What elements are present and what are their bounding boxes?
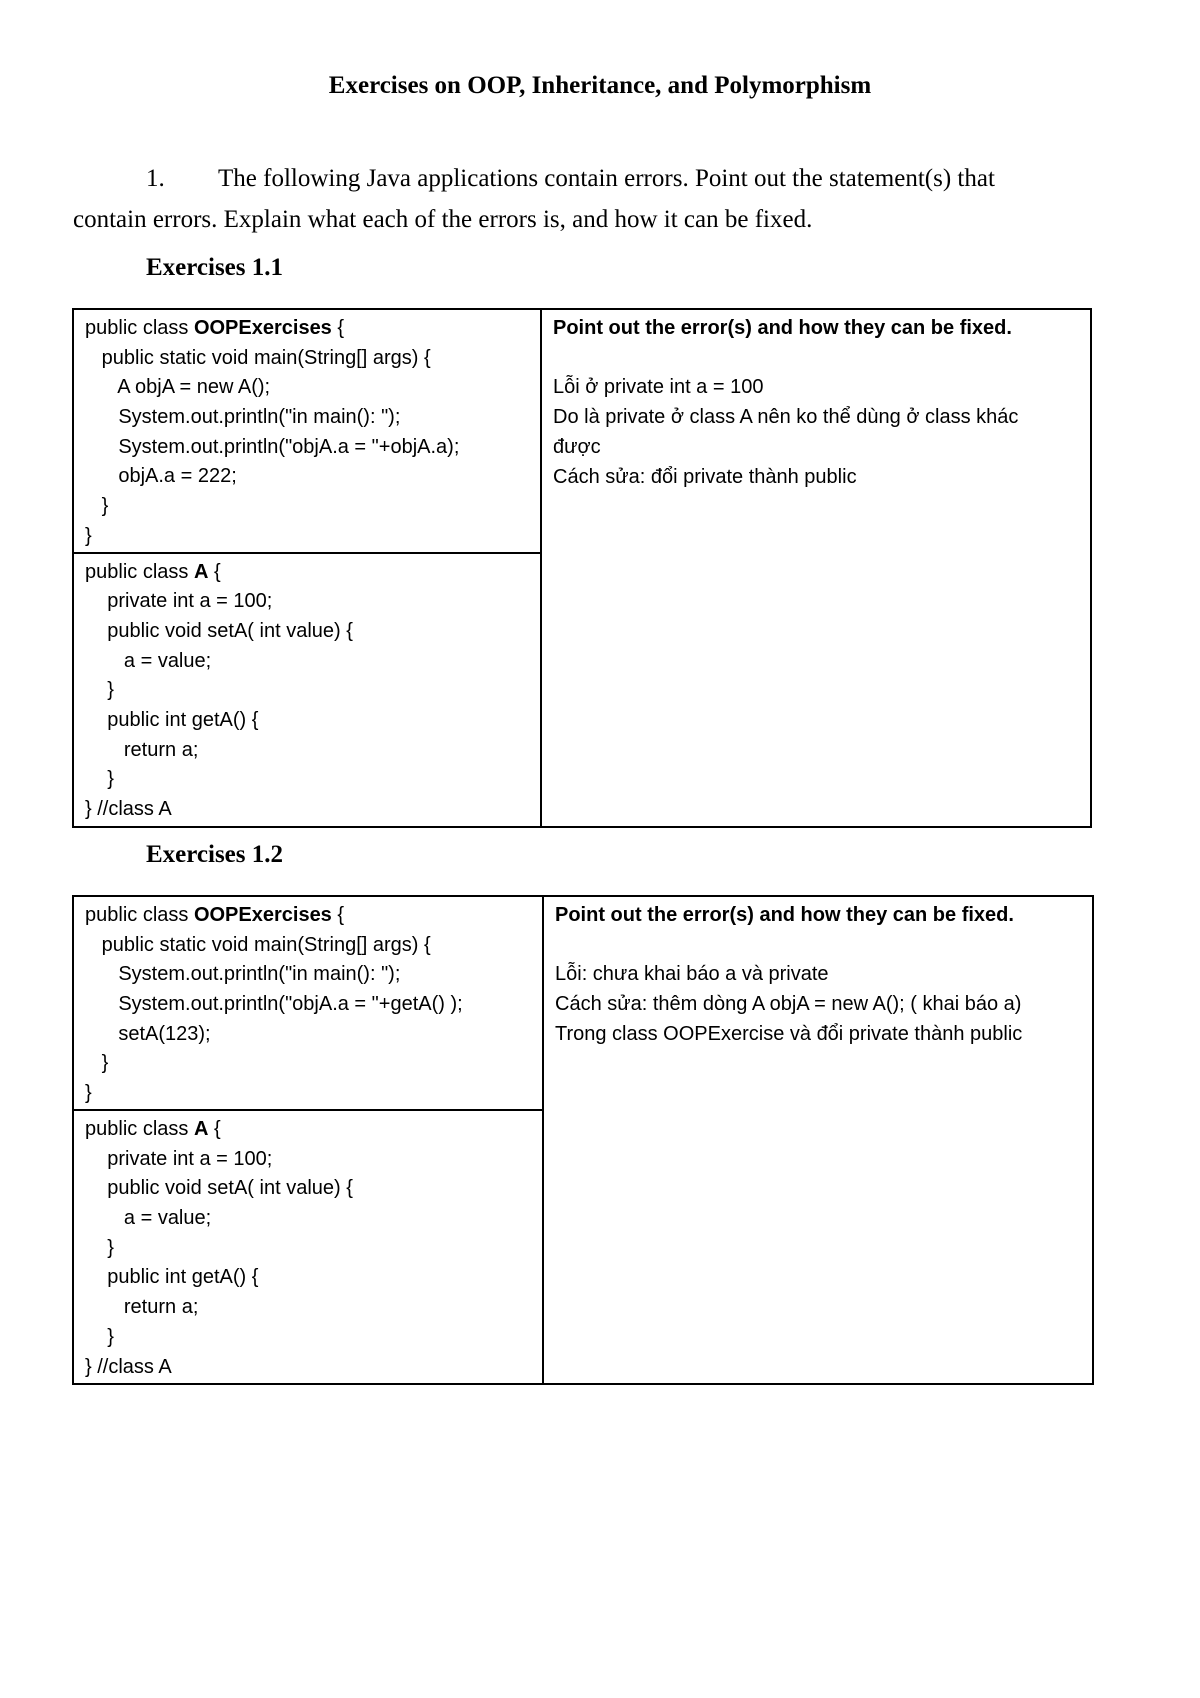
code-line [85,1174,542,1204]
code-text: System.out.println("in main(): "); [85,963,401,986]
code-line [85,587,540,617]
code-text: public void setA( int value) { [85,1177,353,1200]
code-text: return a; [85,1296,199,1319]
code-text: } [85,679,114,702]
document-title: Exercises on OOP, Inheritance, and Polymorphism [328,72,872,99]
code-line [85,344,540,374]
code-text: { [331,317,345,339]
exercise-1-table [72,308,1092,828]
code-line [85,558,540,588]
code-text: public class [85,560,194,583]
exercise-1-class-a-code [85,558,540,825]
code-text: } [85,1052,109,1075]
code-line [85,462,540,492]
answer-line: Lỗi ở private int a = 100 [553,376,764,399]
exercise-1-main-class-code [85,314,540,552]
code-line [85,492,540,522]
code-line [85,433,540,463]
code-class-name: OOPExercises [193,317,332,339]
answer-line: Lỗi: chưa khai báo a và private [555,963,829,986]
code-text: A objA = new A(); [85,376,271,399]
exercise-2-heading: Exercises 1.2 [146,841,284,868]
code-text: } [85,524,92,547]
code-text: } [85,1082,92,1105]
code-line [85,736,540,766]
exercise-1-heading: Exercises 1.1 [146,254,284,281]
answer-line: được [553,435,601,458]
code-class-name: OOPExercises [193,904,332,926]
code-line [85,901,542,931]
question-text-line-1: The following Java applications contain errors. Point out the statement(s) that [218,165,995,192]
exercise-1-main-class-cell [73,309,541,553]
exercise-2-main-class-code [85,901,542,1109]
code-class-name: A [193,1118,209,1140]
code-text: public int getA() { [85,708,259,731]
code-line [85,1115,542,1145]
code-line [85,314,540,344]
code-line [85,403,540,433]
code-line [85,1263,542,1293]
code-line [85,765,540,795]
exercise-2-answer-cell [543,896,1093,1384]
code-text: } [85,495,109,518]
code-line [85,647,540,677]
code-line [85,931,542,961]
exercise-2-main-class-cell [73,896,543,1110]
question-number: 1. [146,165,165,192]
answer-heading: Point out the error(s) and how they can be fixed. [553,317,1012,339]
code-line [85,1323,542,1353]
code-line [85,795,540,825]
code-text: } //class A [85,798,172,820]
code-text: public class [85,904,194,926]
answer-line: Cách sửa: đổi private thành public [553,465,857,488]
answer-line: Cách sửa: thêm dòng A objA = new A(); ( khai báo a) [555,993,1022,1016]
code-text: System.out.println("objA.a = "+objA.a); [85,435,460,458]
code-line [85,960,542,990]
question-text-line-2: contain errors. Explain what each of the errors is, and how it can be fixed. [73,206,813,233]
code-text: } //class A [85,1355,172,1378]
code-text: return a; [85,738,199,761]
code-text: private int a = 100; [85,590,273,613]
code-text: public static void main(String[] args) { [85,346,431,369]
exercise-2-class-a-code [85,1115,542,1382]
exercise-2-table [72,895,1094,1385]
code-line [85,676,540,706]
code-line [85,1020,542,1050]
answer-line: Do là private ở class A nên ko thể dùng ở class khác [553,406,1019,429]
code-text: System.out.println("objA.a = "+getA() ); [85,993,463,1016]
question-1 [73,158,1113,240]
code-line [85,1234,542,1264]
code-text: objA.a = 222; [85,465,237,488]
code-text: public int getA() { [85,1266,259,1289]
code-line [85,1204,542,1234]
code-line [85,617,540,647]
code-text: { [331,904,345,926]
code-text: System.out.println("in main(): "); [85,406,401,429]
code-text: setA(123); [85,1022,211,1045]
code-class-name: A [193,560,209,583]
code-text: public class [85,1118,194,1140]
code-line [85,1293,542,1323]
code-line [85,373,540,403]
code-line [85,706,540,736]
code-text: public void setA( int value) { [85,619,353,642]
code-text: { [208,560,221,583]
code-line [85,1145,542,1175]
question-line-1 [73,158,1113,199]
exercise-1-answer-cell [541,309,1091,827]
code-line [85,522,540,552]
code-text: private int a = 100; [85,1147,273,1170]
code-text: { [208,1118,221,1140]
answer-line: Trong class OOPExercise và đổi private thành public [555,1022,1023,1045]
code-text: } [85,1325,114,1348]
code-line [85,1353,542,1383]
code-line [85,1049,542,1079]
code-text: public static void main(String[] args) { [85,933,431,956]
answer-heading: Point out the error(s) and how they can be fixed. [555,904,1014,926]
code-text: } [85,768,114,791]
code-line [85,990,542,1020]
code-text: a = value; [85,1207,212,1230]
exercise-1-class-a-cell [73,553,541,827]
code-line [85,1079,542,1109]
exercise-2-class-a-cell [73,1110,543,1384]
code-text: } [85,1236,114,1259]
code-text: public class [85,317,194,339]
code-text: a = value; [85,649,212,672]
